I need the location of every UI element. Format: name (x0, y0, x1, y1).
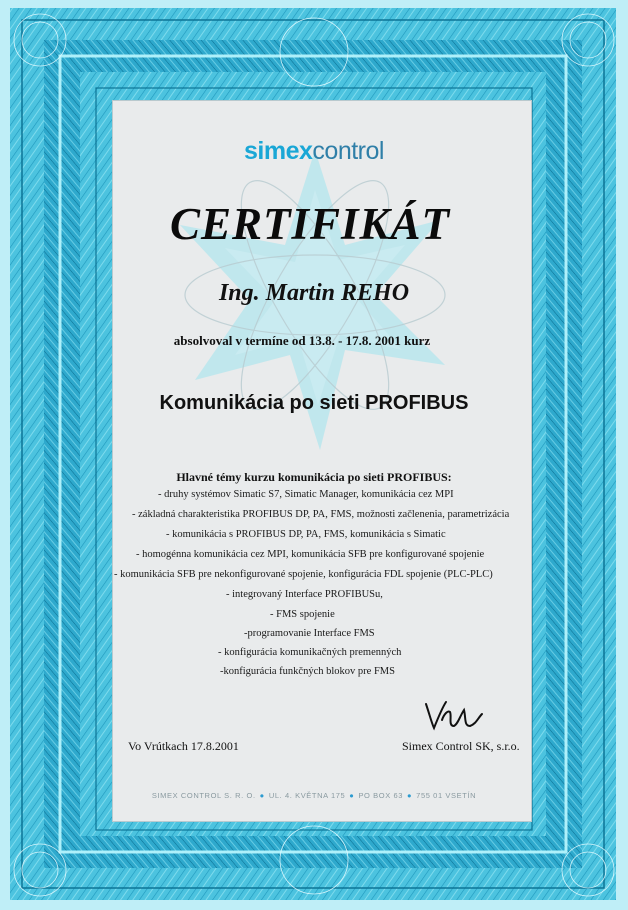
footer-street: UL. 4. KVĚTNA 175 (268, 791, 346, 800)
topic-item: - druhy systémov Simatic S7, Simatic Manager, komunikácia cez MPI (158, 489, 454, 500)
bullet-icon: ● (349, 791, 355, 800)
certificate-title: CERTIFIKÁT (169, 199, 451, 249)
place-and-date: Vo Vrútkach 17.8.2001 (128, 739, 239, 753)
topic-item: - komunikácia s PROFIBUS DP, PA, FMS, komunikácia s Simatic (166, 529, 446, 540)
logo-part-control: control (312, 137, 384, 165)
topic-item: - integrovaný Interface PROFIBUSu, (226, 589, 383, 600)
topic-item: - homogénna komunikácia cez MPI, komunikácia SFB pre konfigurované spojenie (136, 549, 485, 560)
brand-logo (0, 137, 628, 166)
course-name: Komunikácia po sieti PROFIBUS (159, 392, 469, 414)
topic-item: -programovanie Interface FMS (244, 628, 375, 639)
footer-pobox: PO BOX 63 (358, 791, 404, 800)
footer-company: SIMEX CONTROL S. R. O. (151, 791, 256, 800)
topic-item: - komunikácia SFB pre nekonfigurované spojenie, konfigurácia FDL spojenie (PLC-PLC) (114, 569, 493, 580)
topic-item: - FMS spojenie (270, 609, 335, 620)
topic-item: - konfigurácia komunikačných premenných (218, 647, 402, 658)
topics-heading: Hlavné témy kurzu komunikácia po sieti PROFIBUS: (176, 470, 452, 484)
topic-item: - základná charakteristika PROFIBUS DP, PA, FMS, možnosti začlenenia, parametrizácia (132, 509, 510, 520)
handwritten-signature (420, 696, 490, 736)
bullet-icon: ● (259, 791, 265, 800)
topic-item: -konfigurácia funkčných blokov pre FMS (220, 666, 395, 677)
logo-part-simex: simex (244, 137, 313, 165)
bullet-icon: ● (407, 791, 413, 800)
address-footer (0, 791, 628, 800)
completion-statement: absolvoval v termíne od 13.8. - 17.8. 2001 kurz (173, 333, 431, 348)
recipient-name: Ing. Martin REHO (218, 280, 410, 306)
issuer-company: Simex Control SK, s.r.o. (402, 739, 520, 753)
footer-city: 755 01 VSETÍN (416, 791, 477, 800)
